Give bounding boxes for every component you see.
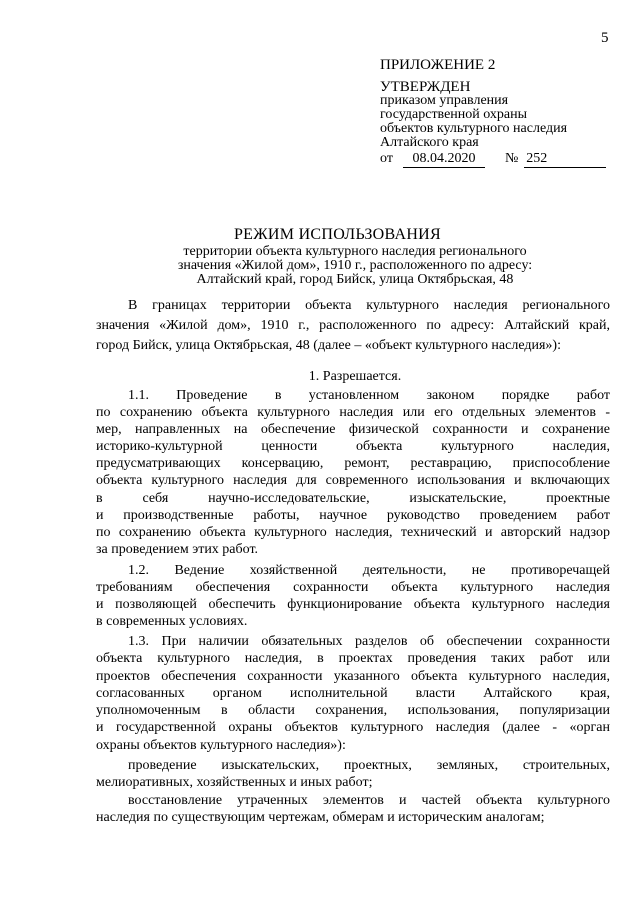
text-line: значения «Жилой дом», 1910 г., расположенного по адресу: Алтайский край, — [96, 318, 610, 333]
approved-label: УТВЕРЖДЕН — [380, 79, 471, 95]
text-line: охраны объектов культурного наследия»): — [96, 737, 346, 753]
text-line: согласованных органом исполнительной власти Алтайского края, — [96, 685, 610, 701]
text-line: проведение изыскательских, проектных, земляных, строительных, — [128, 758, 610, 773]
order-date-number — [380, 152, 606, 168]
section-heading: 1. Разрешается. — [308, 369, 402, 384]
title-sub-line: Алтайский край, город Бийск, улица Октябрьская, 48 — [196, 272, 514, 287]
list-item-survey-works — [96, 757, 610, 792]
text-line: и производственные работы, научное руководство проведением работ — [96, 507, 610, 523]
approval-line: приказом управления — [380, 93, 509, 108]
order-date: 08.04.2020 — [403, 152, 485, 168]
title-main: РЕЖИМ ИСПОЛЬЗОВАНИЯ — [233, 226, 442, 243]
text-line: объекта культурного наследия, в проектах проведения таких работ или — [96, 651, 610, 667]
text-line: наследия по существующим чертежам, обмерам и историческим аналогам; — [96, 810, 545, 826]
text-line: мелиоративных, хозяйственных и иных работ; — [96, 775, 373, 791]
text-line: 1.3. При наличии обязательных разделов об обеспечении сохранности — [128, 634, 610, 649]
text-line: восстановление утраченных элементов и частей объекта культурного — [128, 793, 610, 808]
text-line: по сохранению объекта культурного наследия или его отдельных элементов - — [96, 405, 610, 421]
text-line: проектов обеспечения сохранности указанного объекта культурного наследия, — [96, 668, 610, 684]
text-line: за проведением этих работ. — [96, 541, 259, 557]
appendix-label: ПРИЛОЖЕНИЕ 2 — [380, 57, 496, 73]
paragraph-1-1 — [96, 387, 610, 558]
list-item-restoration — [96, 792, 610, 827]
paragraph-1-3 — [96, 633, 610, 754]
text-line: историко-культурной ценности объекта культурного наследия, — [96, 439, 610, 455]
text-line: требованиям обеспечения сохранности объекта культурного наследия — [96, 580, 610, 596]
text-line: 1.1. Проведение в установленном законом порядке работ — [128, 388, 610, 403]
text-line: в себя научно-исследовательские, изыскательские, проектные — [96, 490, 610, 506]
approval-block — [380, 58, 606, 168]
number-sign: № — [504, 151, 519, 166]
title-sub-line: значения «Жилой дом», 1910 г., расположенного по адресу: — [177, 258, 533, 273]
date-prefix: от — [380, 151, 393, 166]
text-line: и государственной охраны объектов культурного наследия (далее - «орган — [96, 720, 610, 736]
text-line: В границах территории объекта культурного наследия регионального — [128, 298, 610, 313]
title-sub-line: территории объекта культурного наследия регионального — [183, 244, 527, 259]
text-line: в современных условиях. — [96, 614, 248, 630]
text-line: город Бийск, улица Октябрьская, 48 (далее – «объект культурного наследия»): — [96, 338, 561, 353]
approval-line: объектов культурного наследия — [380, 121, 568, 136]
text-line: объекта культурного наследия для современного использования и включающих — [96, 473, 610, 489]
text-line: предусматривающих консервацию, ремонт, реставрацию, приспособление — [96, 456, 610, 472]
paragraph-1-2 — [96, 562, 610, 630]
text-line: по сохранению объекта культурного наследия, технический и авторский надзор — [96, 524, 610, 540]
approval-line: государственной охраны — [380, 107, 528, 122]
order-number: 252 — [524, 152, 606, 168]
text-line: 1.2. Ведение хозяйственной деятельности, не противоречащей — [128, 563, 610, 578]
text-line: мер, направленных на обеспечение физической сохранности и сохранение — [96, 422, 610, 438]
text-line: уполномоченным в области сохранения, использования, популяризации — [96, 703, 610, 719]
text-line: и позволяющей обеспечить функционирование объекта культурного наследия — [96, 597, 610, 613]
approval-line: Алтайского края — [380, 135, 479, 150]
intro-paragraph — [96, 296, 610, 356]
page-number: 5 — [601, 30, 609, 46]
